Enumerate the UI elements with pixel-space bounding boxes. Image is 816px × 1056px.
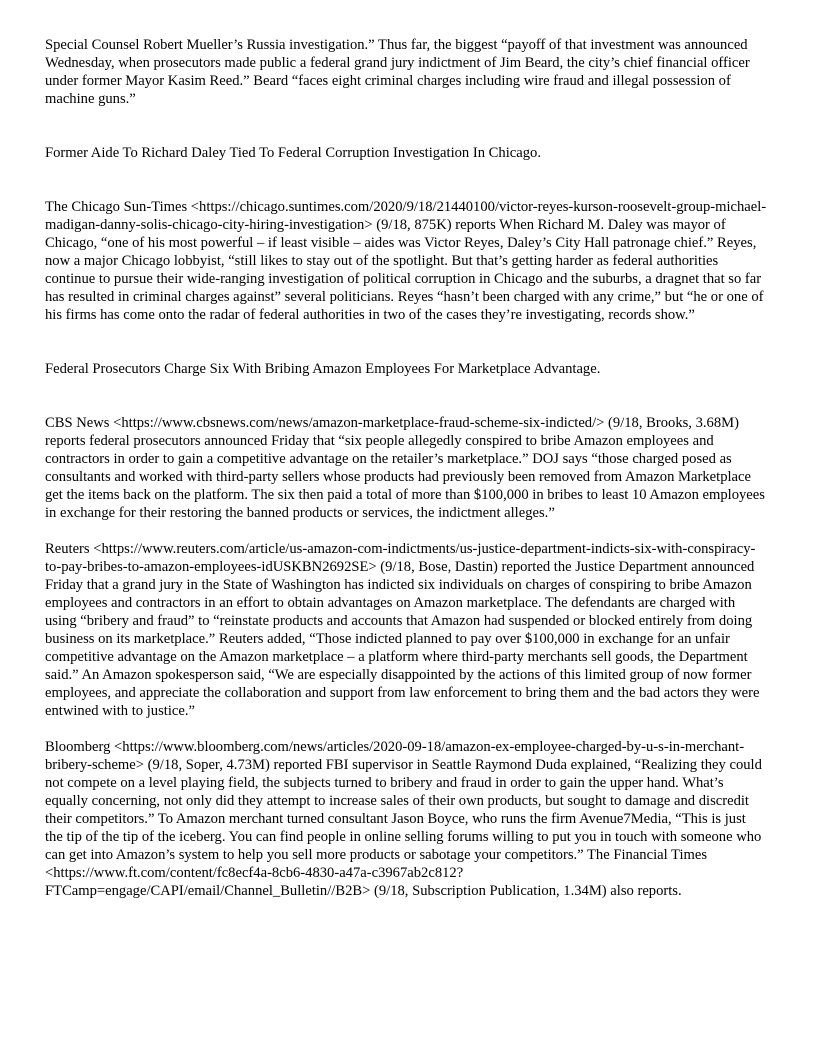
paragraph-atlanta-investigation: Special Counsel Robert Mueller’s Russia investigation.” Thus far, the biggest “payoff of that investment was announced Wednesday, when prosecutors made public a federal grand jury indictment of Jim Beard, the city’s chief financial officer under former Mayor Kasim Reed.” Beard “faces eight criminal charges including wire fraud and illegal possession of machine guns.” bbox=[45, 37, 750, 107]
document-page bbox=[45, 36, 767, 900]
headline-daley-aide: Former Aide To Richard Daley Tied To Federal Corruption Investigation In Chicago. bbox=[45, 145, 541, 161]
paragraph-bloomberg: Bloomberg <https://www.bloomberg.com/news/articles/2020-09-18/amazon-ex-employee-charged-by-u-s-in-merchant-bribery-scheme> (9/18, Soper, 4.73M) reported FBI supervisor in Seattle Raymond Duda explained, “Realizing they could not compete on a level playing field, the subjects turned to bribery and fraud in order to gain the upper hand. What’s equally concerning, not only did they attempt to increase sales of their own products, but sought to damage and discredit their competitors.” To Amazon merchant turned consultant Jason Boyce, who runs the firm Avenue7Media, “This is just the tip of the tip of the iceberg. You can find people in online selling forums willing to put you in touch with someone who can get into Amazon’s system to help you sell more products or sabotage your competitors.” The Financial Times <https://www.ft.com/content/fc8ecf4a-8cb6-4830-a47a-c3967ab2c812?FTCamp=engage/CAPI/email/Channel_Bulletin//B2B> (9/18, Subscription Publication, 1.34M) also reports. bbox=[45, 739, 762, 899]
spacer bbox=[45, 108, 767, 144]
spacer bbox=[45, 720, 767, 738]
spacer bbox=[45, 378, 767, 414]
paragraph-sun-times: The Chicago Sun-Times <https://chicago.suntimes.com/2020/9/18/21440100/victor-reyes-kurson-roosevelt-group-michael-madigan-danny-solis-chicago-city-hiring-investigation> (9/18, 875K) reports When Richard M. Daley was mayor of Chicago, “one of his most powerful – if least visible – aides was Victor Reyes, Daley’s City Hall patronage chief.” Reyes, now a major Chicago lobbyist, “still likes to stay out of the spotlight. But that’s getting harder as federal authorities continue to pursue their wide-ranging investigation of political corruption in Chicago and the suburbs, a dragnet that so far has resulted in criminal charges against” several politicians. Reyes “hasn’t been charged with any crime,” but “he or one of his firms has come onto the radar of federal authorities in two of the cases they’re investigating, records show.” bbox=[45, 199, 767, 323]
paragraph-cbs-news: CBS News <https://www.cbsnews.com/news/amazon-marketplace-fraud-scheme-six-indicted/> (9/18, Brooks, 3.68M) reports federal prosecutors announced Friday that “six people allegedly conspired to bribe Amazon employees and contractors in order to gain a competitive advantage on the retailer’s marketplace.” DOJ says “those charged posed as consultants and worked with third-party sellers whose products had previously been removed from Amazon Marketplace get the items back on the platform. The six then paid a total of more than $100,000 in bribes to least 10 Amazon employees in exchange for their restoring the banned products or services, the indictment alleges.” bbox=[45, 415, 765, 521]
headline-amazon-bribery: Federal Prosecutors Charge Six With Bribing Amazon Employees For Marketplace Advantage. bbox=[45, 361, 601, 377]
spacer bbox=[45, 522, 767, 540]
spacer bbox=[45, 324, 767, 360]
spacer bbox=[45, 162, 767, 198]
paragraph-reuters: Reuters <https://www.reuters.com/article/us-amazon-com-indictments/us-justice-department-indicts-six-with-conspiracy-to-pay-bribes-to-amazon-employees-idUSKBN2692SE> (9/18, Bose, Dastin) reported the Justice Department announced Friday that a grand jury in the State of Washington has indicted six individuals on charges of conspiring to bribe Amazon employees and contractors in an effort to obtain advantages on Amazon marketplace. The defendants are charged with using “bribery and fraud” to “reinstate products and accounts that Amazon had suspended or blocked entirely from doing business on its marketplace.” Reuters added, “Those indicted planned to pay over $100,000 in exchange for an unfair competitive advantage on the Amazon marketplace – a platform where third-party merchants sell goods, the Department said.” An Amazon spokesperson said, “We are especially disappointed by the actions of this limited group of now former employees, and appreciate the collaboration and support from law enforcement to bring them and the bad actors they were entwined with to justice.” bbox=[45, 541, 760, 719]
